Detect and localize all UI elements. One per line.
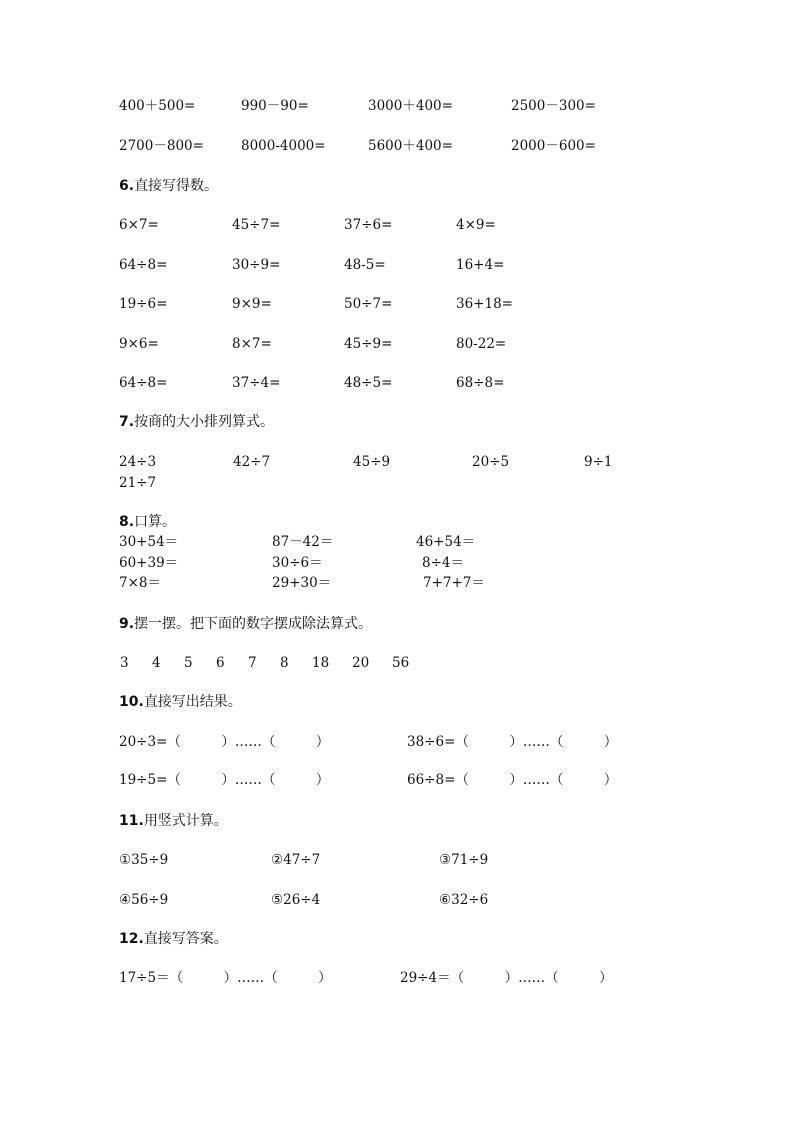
q12-title: 直接写答案。 <box>143 931 228 947</box>
q7-item-1: 24÷3 <box>119 454 157 470</box>
q8-r2-c3: 8÷4＝ <box>422 555 464 571</box>
q10-r1-c2: 38÷6=（ ）……（ ） <box>407 734 618 750</box>
q8-r3-c1: 7×8＝ <box>119 575 161 591</box>
q6-r4-c1: 9×6= <box>119 336 159 352</box>
q8-r3-c2: 29+30＝ <box>272 575 332 591</box>
q11-number: 11. <box>119 813 144 829</box>
q8-title: 口算。 <box>134 514 177 530</box>
q11-r2-c1: ④56÷9 <box>119 892 169 908</box>
q6-r4-c3: 45÷9= <box>344 336 393 352</box>
q7-item-4: 20÷5 <box>472 454 510 470</box>
q6-r5-c2: 37÷4= <box>232 375 281 391</box>
q10-r2-c1: 19÷5=（ ）……（ ） <box>119 772 330 788</box>
q7-number: 7. <box>119 414 135 430</box>
q5-r2-c1: 2700－800= <box>119 138 204 154</box>
q9-num-8: 20 <box>352 655 370 671</box>
q8-r3-c3: 7+7+7＝ <box>423 575 485 591</box>
q6-r2-c4: 16+4= <box>456 257 505 273</box>
q9-num-6: 8 <box>280 655 289 671</box>
q7-item-3: 45÷9 <box>353 454 391 470</box>
q10-r2-c2: 66÷8=（ ）……（ ） <box>407 772 618 788</box>
q6-r3-c1: 19÷6= <box>119 296 168 312</box>
q11-r1-c3: ③71÷9 <box>439 852 489 868</box>
q6-r1-c4: 4×9= <box>456 217 496 233</box>
q7-item-6: 21÷7 <box>119 475 157 491</box>
q12-item-2: 29÷4＝（ ）……（ ） <box>400 970 613 986</box>
q6-r1-c1: 6×7= <box>119 217 159 233</box>
q6-heading <box>119 178 218 194</box>
q9-num-4: 6 <box>216 655 225 671</box>
q9-num-1: 3 <box>120 655 129 671</box>
q11-r1-c1: ①35÷9 <box>119 852 169 868</box>
q10-r1-c1: 20÷3=（ ）……（ ） <box>119 734 330 750</box>
q6-r3-c3: 50÷7= <box>344 296 393 312</box>
q6-r2-c2: 30÷9= <box>232 257 281 273</box>
q8-r1-c1: 30+54＝ <box>119 534 179 550</box>
q6-r1-c2: 45÷7= <box>232 217 281 233</box>
q6-r5-c1: 64÷8= <box>119 375 168 391</box>
q6-r5-c4: 68÷8= <box>456 375 505 391</box>
q5-r1-c4: 2500－300= <box>511 98 596 114</box>
q9-num-5: 7 <box>248 655 257 671</box>
q12-number: 12. <box>119 931 144 947</box>
q6-number: 6. <box>119 178 135 194</box>
q8-r2-c1: 60+39＝ <box>119 555 179 571</box>
q6-r3-c2: 9×9= <box>232 296 272 312</box>
q5-r2-c2: 8000-4000= <box>241 138 326 154</box>
q7-item-2: 42÷7 <box>233 454 271 470</box>
q5-r1-c2: 990－90= <box>241 98 309 114</box>
q11-r1-c2: ②47÷7 <box>271 852 321 868</box>
q8-heading <box>119 514 176 530</box>
q9-num-3: 5 <box>184 655 193 671</box>
q10-heading <box>119 694 242 710</box>
q10-title: 直接写出结果。 <box>143 694 242 710</box>
q9-number: 9. <box>119 616 135 632</box>
q7-item-5: 9÷1 <box>584 454 613 470</box>
q5-r1-c1: 400＋500= <box>119 98 196 114</box>
q9-title: 摆一摆。把下面的数字摆成除法算式。 <box>134 616 373 632</box>
q9-num-7: 18 <box>312 655 330 671</box>
q6-title: 直接写得数。 <box>134 178 219 194</box>
q5-r2-c4: 2000－600= <box>511 138 596 154</box>
q7-heading <box>119 414 274 430</box>
q10-number: 10. <box>119 694 144 710</box>
q6-r2-c1: 64÷8= <box>119 257 168 273</box>
q6-r2-c3: 48-5= <box>344 257 386 273</box>
q6-r3-c4: 36+18= <box>456 296 513 312</box>
q11-heading <box>119 813 228 829</box>
q11-r2-c2: ⑤26÷4 <box>271 892 321 908</box>
q5-r2-c3: 5600＋400= <box>368 138 453 154</box>
q8-r2-c2: 30÷6＝ <box>272 555 323 571</box>
q5-r1-c3: 3000＋400= <box>368 98 453 114</box>
q6-r4-c4: 80-22= <box>456 336 507 352</box>
q11-r2-c3: ⑥32÷6 <box>439 892 489 908</box>
q6-r1-c3: 37÷6= <box>344 217 393 233</box>
q7-title: 按商的大小排列算式。 <box>134 414 275 430</box>
q6-r5-c3: 48÷5= <box>344 375 393 391</box>
q12-item-1: 17÷5＝（ ）……（ ） <box>119 970 332 986</box>
q11-title: 用竖式计算。 <box>143 813 228 829</box>
q9-num-2: 4 <box>152 655 161 671</box>
q12-heading <box>119 931 228 947</box>
q9-heading <box>119 616 372 632</box>
q8-number: 8. <box>119 514 135 530</box>
q6-r4-c2: 8×7= <box>232 336 272 352</box>
q8-r1-c3: 46+54＝ <box>416 534 476 550</box>
q9-num-9: 56 <box>392 655 410 671</box>
q8-r1-c2: 87－42＝ <box>272 534 334 550</box>
